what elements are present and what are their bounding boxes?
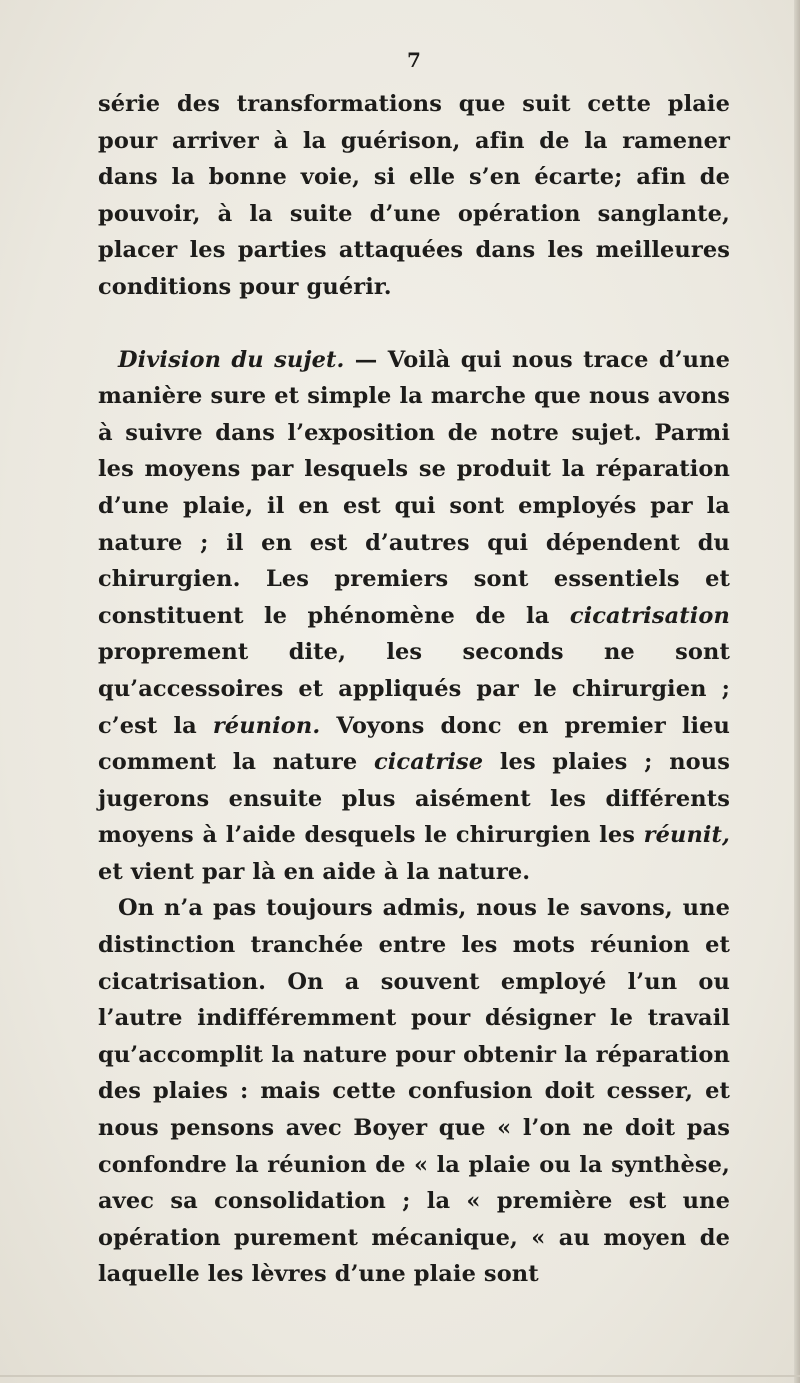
section-heading: Division du sujet. xyxy=(118,346,345,373)
term-cicatrisation: cicatrisation xyxy=(569,602,730,629)
term-reunit: réunit, xyxy=(643,822,730,849)
paragraph-2-text-4: les plaies ; nous jugerons ensuite plus aisément les différents moyens à l’aide desquels le chirurgien les xyxy=(98,749,730,849)
term-reunion: réunion. xyxy=(212,712,321,739)
paragraph-1: série des transformations que suit cette plaie pour arriver à la guérison, afin de la ramener dans la bonne voie, si elle s’en écarte; afin de pouvoir, à la suite d’une opération sanglante, placer les parties attaquées dans les meilleures conditions pour guérir. xyxy=(98,91,730,300)
page-edge xyxy=(794,0,800,1383)
page-number: 7 xyxy=(406,48,422,72)
term-cicatrise: cicatrise xyxy=(373,749,484,776)
paragraph-2-text-5: et vient par là en aide à la nature. xyxy=(98,858,531,885)
text-block xyxy=(98,42,730,1293)
paragraph-division-du-sujet xyxy=(98,342,730,891)
page-bottom-edge xyxy=(0,1375,800,1377)
paragraph-2-text-2: proprement dite, les seconds ne sont qu’accessoires et appliqués par le chirurgien ; c’est la xyxy=(98,639,730,739)
paragraph-2-text-3: Voyons donc en premier lieu comment la nature xyxy=(98,712,731,776)
paragraph-3: On n’a pas toujours admis, nous le savons, une distinction tranchée entre les mots réunion et cicatrisation. On a souvent employé l’un ou l’autre indifféremment pour désigner le travail qu’accomplit la nature pour obtenir la réparation des plaies : mais cette confusion doit cesser, et nous pensons avec Boyer que « l’on ne doit pas confondre la réunion de « la plaie ou la synthèse, avec sa consolidation ; la « première est une opération purement mécanique, « au moyen de laquelle les lèvres d’une plaie sont xyxy=(98,895,730,1288)
paragraph-2-text-1: — Voilà qui nous trace d’une manière sure et simple la marche que nous avons à suivre dans l’exposition de notre sujet. Parmi les moyens par lesquels se produit la réparation d’une plaie, il en est qui sont employés par la nature ; il en est d’autres qui dépendent du chirurgien. Les premiers sont essentiels et constituent le phénomène de la xyxy=(98,346,730,629)
